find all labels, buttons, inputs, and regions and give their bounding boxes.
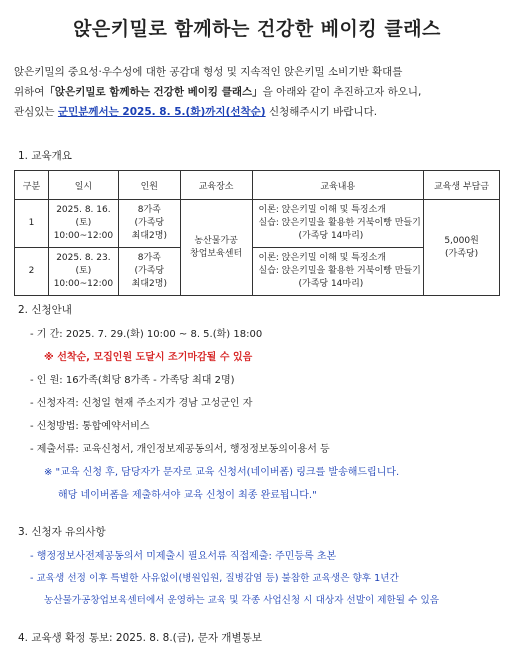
caution-2: - 교육생 선정 이후 특별한 사유없이(병원입원, 질병감염 등) 불참한 교육생은 향후 1년간 (30, 573, 399, 584)
row-date (48, 248, 118, 296)
header-cell: 일시 (48, 171, 118, 200)
intro-line-2 (14, 82, 500, 102)
apply-note-line-2: 해당 네이버폼을 제출하셔야 교육 신청이 최종 완료됩니다." (58, 490, 317, 501)
time-text: 10:00~12:00 (53, 231, 114, 241)
section-3-heading: 3. 신청자 유의사항 (18, 526, 106, 538)
fee-cell (424, 200, 500, 296)
apply-documents: - 제출서류: 교육신청서, 개인정보제공동의서, 행정정보동의이용서 등 (30, 444, 330, 455)
row-people (118, 200, 180, 248)
program-name: 「앉은키밀로 함께하는 건강한 베이킹 클래스」 (44, 86, 263, 98)
apply-warning: ※ 선착순, 모집인원 도달시 조기마감될 수 있음 (44, 352, 253, 363)
apply-period: - 기 간: 2025. 7. 29.(화) 10:00 ~ 8. 5.(화) 18:00 (30, 329, 263, 340)
page-title: 앉은키밀로 함께하는 건강한 베이킹 클래스 (73, 18, 441, 40)
intro-text: 을 아래와 같이 추진하고자 하오니, (262, 86, 422, 98)
people-text: 최대2명) (131, 231, 167, 241)
date-text: 2025. 8. 23.(토) (56, 253, 111, 276)
caution-3: 농산물가공창업보육센터에서 운영하는 교육 및 각종 사업신청 시 대상자 선발이 제한될 수 있음 (44, 595, 439, 606)
row-content (252, 200, 424, 248)
intro-text: 신청해주시기 바랍니다. (265, 106, 378, 118)
content-text: (가족당 14마리) (298, 231, 364, 241)
header-cell: 구분 (15, 171, 49, 200)
place-cell (180, 200, 252, 296)
intro-text: 관심있는 (14, 106, 58, 118)
row-number: 2 (15, 248, 49, 296)
section-1-heading: 1. 교육개요 (18, 150, 72, 162)
intro-line-1: 앉은키밀의 중요성·우수성에 대한 공감대 형성 및 지속적인 앉은키밀 소비기반 확대를 (14, 66, 403, 78)
apply-qualification: - 신청자격: 신청일 현재 주소지가 경남 고성군인 자 (30, 398, 253, 409)
people-text: 8가족 (137, 253, 161, 263)
header-cell: 교육장소 (180, 171, 252, 200)
content-text: 실습: 앉은키밀을 활용한 거북이빵 만들기 (258, 218, 421, 228)
row-people (118, 248, 180, 296)
place-text: 창업보육센터 (190, 248, 243, 259)
apply-note-line-1: ※ "교육 신청 후, 담당자가 문자로 교육 신청서(네이버폼) 링크를 발송해드립니다. (44, 467, 400, 478)
people-text: (가족당 (134, 266, 165, 276)
header-cell: 인원 (118, 171, 180, 200)
education-table (14, 170, 500, 296)
people-text: 8가족 (137, 205, 161, 215)
row-content (252, 248, 424, 296)
date-text: 2025. 8. 16.(토) (56, 205, 111, 228)
content-text: 이론: 앉은키밀 이해 및 특징소개 (258, 253, 386, 263)
people-text: 최대2명) (131, 279, 167, 289)
fee-text: (가족당) (445, 248, 479, 259)
apply-method: - 신청방법: 통합예약서비스 (30, 421, 150, 432)
deadline-highlight: 군민분께서는 2025. 8. 5.(화)까지(선착순) (57, 106, 266, 118)
content-text: 실습: 앉은키밀을 활용한 거북이빵 만들기 (258, 266, 421, 276)
fee-text: 5,000원 (444, 235, 479, 246)
intro-line-3 (14, 102, 500, 122)
row-number: 1 (15, 200, 49, 248)
people-text: (가족당 (134, 218, 165, 228)
row-date (48, 200, 118, 248)
time-text: 10:00~12:00 (53, 279, 114, 289)
place-text: 농산물가공 (194, 235, 238, 246)
content-text: 이론: 앉은키밀 이해 및 특징소개 (258, 205, 386, 215)
table-header-row (15, 171, 500, 200)
intro-paragraph (14, 62, 500, 122)
intro-text: 위하여 (14, 86, 45, 98)
apply-people: - 인 원: 16가족(회당 8가족 - 가족당 최대 2명) (30, 375, 235, 386)
header-cell: 교육내용 (252, 171, 424, 200)
section-4-heading: 4. 교육생 확정 통보: 2025. 8. 8.(금), 문자 개별통보 (18, 632, 262, 644)
content-text: (가족당 14마리) (298, 279, 364, 289)
section-2-heading: 2. 신청안내 (18, 304, 72, 316)
table-row (15, 200, 500, 248)
header-cell: 교육생 부담금 (424, 171, 500, 200)
caution-1: - 행정정보사전제공동의서 미제출시 필요서류 직접제출: 주민등록 초본 (30, 551, 337, 562)
